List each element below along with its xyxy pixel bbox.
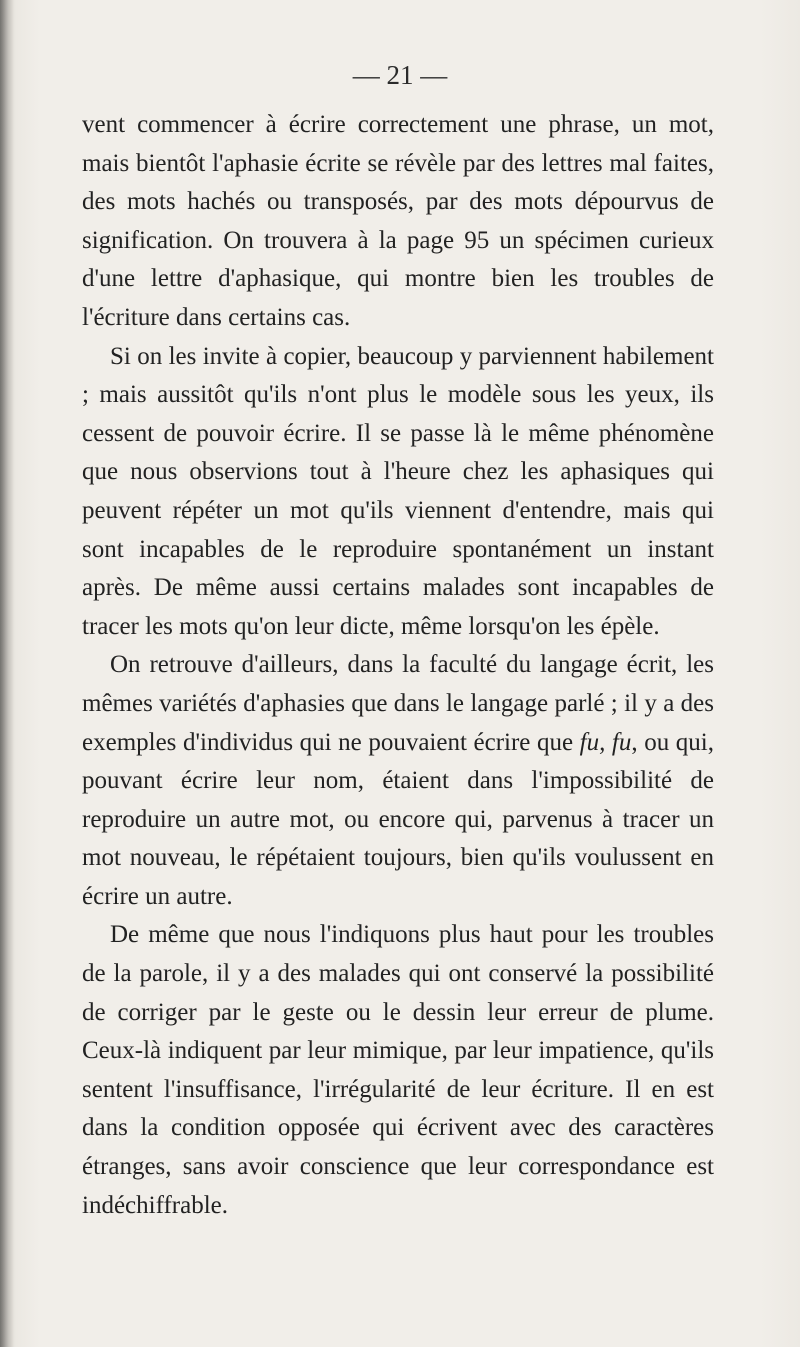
paragraph-3: [82, 646, 714, 916]
spine-shadow: [0, 0, 14, 1347]
paragraph-1: vent commencer à écrire correctement une phrase, un mot, mais bientôt l'aphasie écrite se révèle par des lettres mal faites, des mots hachés ou transposés, par des mots dépourvus de signification. On trouvera à la page 95 un spécimen curieux d'une lettre d'aphasique, qui montre bien les troubles de l'écriture dans certains cas.: [82, 111, 714, 331]
paragraph-2: Si on les invite à copier, beaucoup y parviennent habilement ; mais aussitôt qu'ils n'ont plus le modèle sous les yeux, ils cessent de pouvoir écrire. Il se passe là le même phénomène que nous observions tout à l'heure chez les aphasiques qui peuvent répéter un mot qu'ils viennent d'entendre, mais qui sont incapables de le reproduire spontanément un instant après. De même aussi certains malades sont incapables de tracer les mots qu'on leur dicte, même lorsqu'on les épèle.: [82, 342, 714, 640]
paragraph-3-before: On retrouve d'ailleurs, dans la faculté du langage écrit, les mêmes variétés d'aphasies que dans le langage parlé ; il y a des exemples d'individus qui ne pouvaient écrire que: [82, 651, 714, 756]
body-text: [82, 106, 714, 1225]
paragraph-3-italic: fu, fu: [579, 728, 632, 756]
page-number: — 21 —: [352, 60, 448, 90]
paragraph-3-after: , ou qui, pouvant écrire leur nom, étaient dans l'impossibilité de reproduire un autre mot, ou encore qui, parvenus à tracer un mot nouveau, le répétaient toujours, bien qu'ils voulussent en écrire un autre.: [82, 728, 714, 910]
paragraph-4: De même que nous l'indiquons plus haut pour les troubles de la parole, il y a des malades qui ont conservé la possibilité de corriger par le geste ou le dessin leur erreur de plume. Ceux-là indiquent par leur mimique, par leur impatience, qu'ils sentent l'insuffisance, l'irrégularité de leur écriture. Il en est dans la condition opposée qui écrivent avec des caractères étranges, sans avoir conscience que leur correspondance est indéchiffrable.: [82, 921, 714, 1219]
